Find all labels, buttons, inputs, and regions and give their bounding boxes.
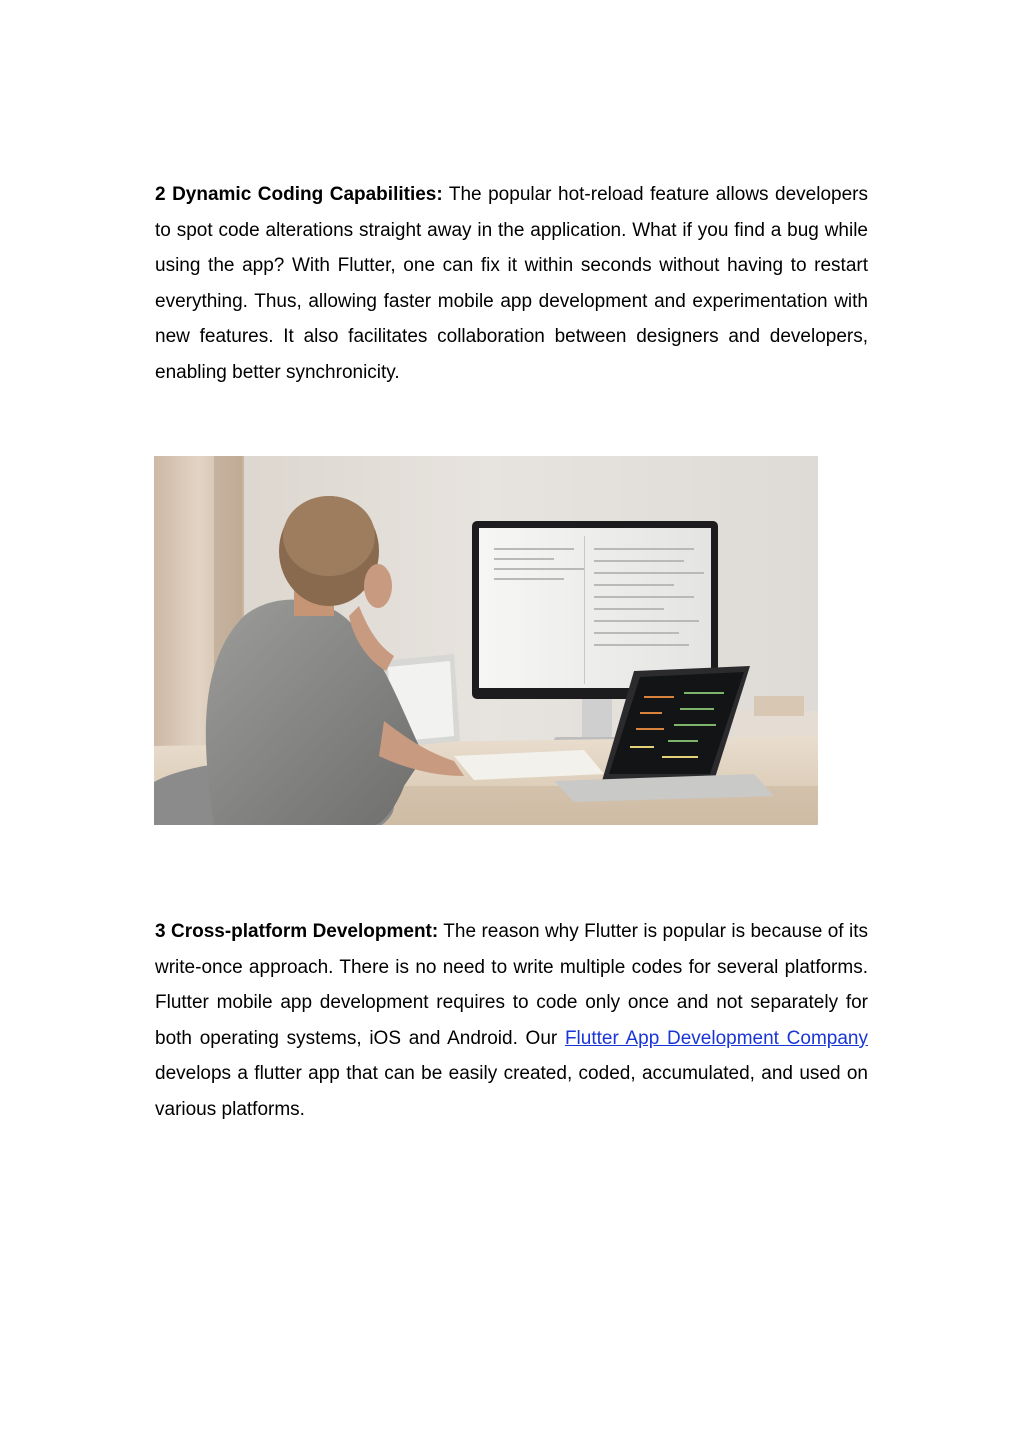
section-body: The popular hot-reload feature allows developers to spot code alterations straight away in the application. What if you find a bug while using the app? With Flutter, one can fix it within seconds without having to restart everything. Thus, allowing faster mobile app development and experimentation with new features. It also facilitates collaboration between designers and developers, enabling better synchronicity. [155,184,868,383]
section-body-part2: develops a flutter app that can be easily created, coded, accumulated, and used on various platforms. [155,1063,868,1120]
developer-photo [154,456,818,825]
section-body-part1: The reason why Flutter is popular is because of its write-once approach. There is no need to write multiple codes for several platforms. Flutter mobile app development requires to code only once and not separately for both operating systems, iOS and Android. Our [155,921,868,1049]
section-dynamic-coding [155,177,868,391]
section-cross-platform [155,914,868,1128]
section-heading: 2 Dynamic Coding Capabilities: [155,184,443,205]
flutter-company-link[interactable]: Flutter App Development Company [564,1027,868,1049]
section-heading: 3 Cross-platform Development: [155,921,439,942]
